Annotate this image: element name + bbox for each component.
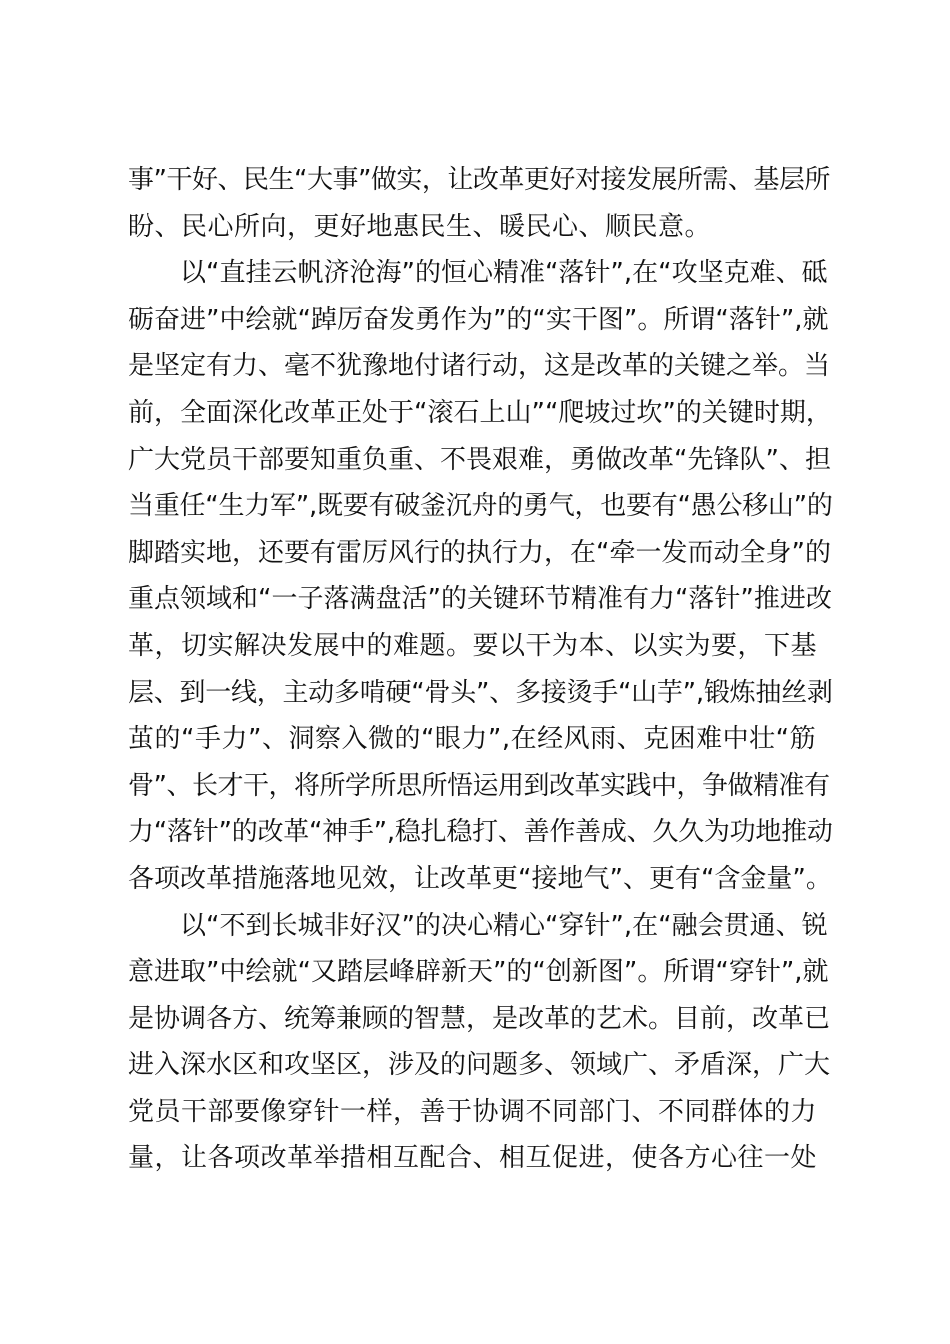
text-line: 盼、民心所向，更好地惠民生、暖民心、顺民意。 <box>128 211 712 242</box>
text-line: 革，切实解决发展中的难题。要以干为本、以实为要，下基 <box>128 630 818 661</box>
text-line: 重点领域和“一子落满盘活”的关键环节精准有力“落针”推进改 <box>128 584 832 615</box>
text-line: 进入深水区和攻坚区，涉及的问题多、领域广、矛盾深，广大 <box>128 1050 831 1081</box>
text-line: 事”干好、民生“大事”做实，让改革更好对接发展所需、基层所 <box>128 165 830 195</box>
text-line: 各项改革措施落地见效，让改革更“接地气”、更有“含金量”。 <box>128 863 832 894</box>
text-line: 力“落针”的改革“神手”,稳扎稳打、善作善成、久久为功地推动 <box>128 817 833 848</box>
text-line: 量，让各项改革举措相互配合、相互促进，使各方心往一处 <box>128 1143 818 1174</box>
text-line: 党员干部要像穿针一样，善于协调不同部门、不同群体的力 <box>128 1096 818 1127</box>
text-line: 是坚定有力、毫不犹豫地付诸行动，这是改革的关键之举。当 <box>128 351 831 382</box>
paragraph-first-line: 以“直挂云帆济沧海”的恒心精准“落针”,在“攻坚克难、砥 <box>180 258 828 289</box>
text-line: 砺奋进”中绘就“踔厉奋发勇作为”的“实干图”。所谓“落针”,就 <box>128 304 829 335</box>
text-line: 前，全面深化改革正处于“滚石上山”“爬坡过坎”的关键时期， <box>128 397 832 428</box>
text-line: 广大党员干部要知重负重、不畏艰难，勇做改革“先锋队”、担 <box>128 444 831 475</box>
text-line: 脚踏实地，还要有雷厉风行的执行力，在“牵一发而动全身”的 <box>128 537 831 568</box>
text-line: 是协调各方、统筹兼顾的智慧，是改革的艺术。目前，改革已 <box>128 1003 831 1034</box>
text-line: 层、到一线，主动多啃硬“骨头”、多接烫手“山芋”,锻炼抽丝剥 <box>128 677 833 708</box>
text-line: 当重任“生力军”,既要有破釜沉舟的勇气，也要有“愚公移山”的 <box>128 491 833 522</box>
body-text <box>128 157 833 1182</box>
text-line: 茧的“手力”、洞察入微的“眼力”,在经风雨、克困难中壮“筋 <box>128 724 817 755</box>
text-line: 骨”、长才干，将所学所思所悟运用到改革实践中，争做精准有 <box>128 770 830 801</box>
paragraph-first-line: 以“不到长城非好汉”的决心精心“穿针”,在“融会贯通、锐 <box>180 910 828 941</box>
text-line: 意进取”中绘就“又踏层峰辟新天”的“创新图”。所谓“穿针”,就 <box>128 957 829 988</box>
